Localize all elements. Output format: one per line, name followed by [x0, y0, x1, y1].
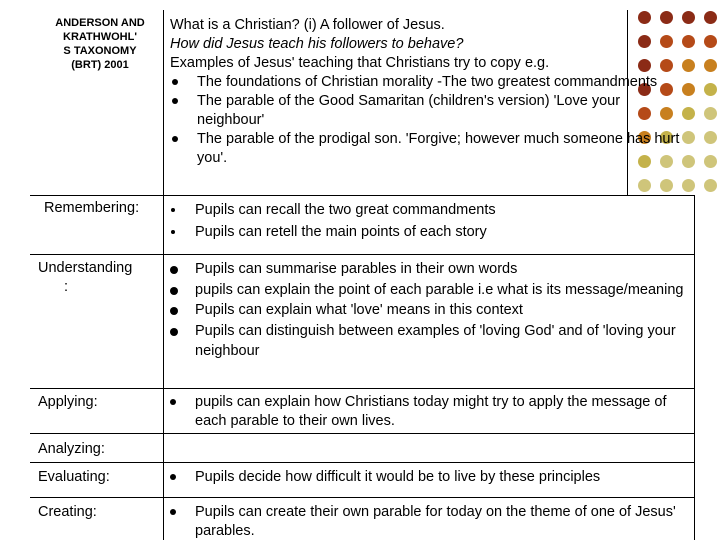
topic-title: What is a Christian? (i) A follower of Jesus. — [170, 17, 445, 33]
bullet-icon — [170, 474, 176, 480]
objective-item — [168, 259, 698, 280]
dot-icon — [704, 155, 717, 168]
objective-text: pupils can explain how Christians today might try to apply the message of each parable to their own lives. — [195, 394, 667, 429]
objective-text: Pupils can explain what 'love' means in this context — [195, 302, 523, 318]
objective-item — [168, 393, 698, 431]
taxonomy-heading — [40, 16, 160, 72]
example-item — [170, 73, 690, 92]
topic-intro: Examples of Jesus' teaching that Christians try to copy e.g. — [170, 55, 550, 71]
objective-text: Pupils can create their own parable for today on the theme of one of Jesus' parables. — [195, 504, 676, 539]
dot-icon — [704, 107, 717, 120]
taxonomy-line: KRATHWOHL' — [63, 31, 137, 43]
bullet-icon — [171, 208, 175, 212]
row-divider — [30, 195, 695, 196]
bullet-icon — [171, 230, 175, 234]
row-divider — [30, 497, 695, 498]
objective-text: pupils can explain the point of each parable i.e what is its message/meaning — [195, 281, 684, 298]
bullet-icon — [170, 307, 178, 315]
example-text: The parable of the Good Samaritan (children's version) 'Love your neighbour' — [197, 93, 621, 128]
objective-text: Pupils can summarise parables in their own words — [195, 261, 518, 277]
dot-icon — [704, 83, 717, 96]
topic-cell — [170, 16, 690, 168]
dot-icon — [704, 59, 717, 72]
level-label-text: Understanding — [38, 260, 133, 276]
taxonomy-line: S TAXONOMY — [63, 45, 137, 57]
bullet-icon — [170, 328, 178, 336]
dot-icon — [704, 131, 717, 144]
objective-text: Pupils decide how difficult it would be to live by these principles — [195, 469, 601, 485]
bullet-icon — [170, 509, 176, 515]
taxonomy-line: (BRT) 2001 — [71, 59, 129, 71]
level-label-remembering: Remembering: — [44, 200, 140, 216]
row-divider — [30, 462, 695, 463]
example-item — [170, 130, 690, 168]
dot-icon — [682, 179, 695, 192]
dot-icon — [704, 35, 717, 48]
objective-text: Pupils can recall the two great commandments — [195, 202, 496, 218]
objective-text: Pupils can distinguish between examples of 'loving God' and of 'loving your neighbour — [195, 322, 676, 359]
row-divider — [30, 433, 695, 434]
dot-icon — [638, 179, 651, 192]
objective-item — [168, 321, 698, 362]
row-divider — [30, 254, 695, 255]
level-label-understanding — [38, 259, 132, 297]
evaluating-items — [168, 468, 698, 487]
remembering-items — [168, 199, 698, 243]
column-divider — [163, 10, 164, 540]
bullet-icon — [170, 287, 178, 295]
bullet-icon — [172, 98, 178, 104]
example-text: The foundations of Christian morality -The two greatest commandments — [197, 74, 658, 90]
objective-item — [168, 503, 698, 541]
table-right-border — [694, 195, 695, 540]
objective-item — [168, 468, 698, 487]
creating-items — [168, 503, 698, 541]
understanding-items — [168, 259, 698, 362]
dot-icon — [660, 179, 673, 192]
topic-subtitle: How did Jesus teach his followers to behave? — [170, 36, 464, 52]
level-label-applying: Applying: — [38, 394, 98, 410]
level-label-evaluating: Evaluating: — [38, 469, 110, 485]
dot-icon — [704, 11, 717, 24]
objective-item — [168, 221, 698, 243]
bullet-icon — [170, 266, 178, 274]
level-label-creating: Creating: — [38, 504, 97, 520]
bullet-icon — [172, 79, 178, 85]
bullet-icon — [172, 136, 178, 142]
dot-icon — [704, 179, 717, 192]
bullet-icon — [170, 399, 176, 405]
objective-text: Pupils can retell the main points of each story — [195, 224, 487, 240]
objective-item — [168, 280, 698, 301]
objective-item — [168, 300, 698, 321]
applying-items — [168, 393, 698, 431]
level-label-colon: : — [64, 279, 69, 295]
example-text: The parable of the prodigal son. 'Forgive; however much someone has hurt you'. — [197, 131, 680, 166]
example-item — [170, 92, 690, 130]
level-label-analyzing: Analyzing: — [38, 441, 105, 457]
taxonomy-line: ANDERSON AND — [55, 17, 145, 29]
row-divider — [30, 388, 695, 389]
objective-item — [168, 199, 698, 221]
